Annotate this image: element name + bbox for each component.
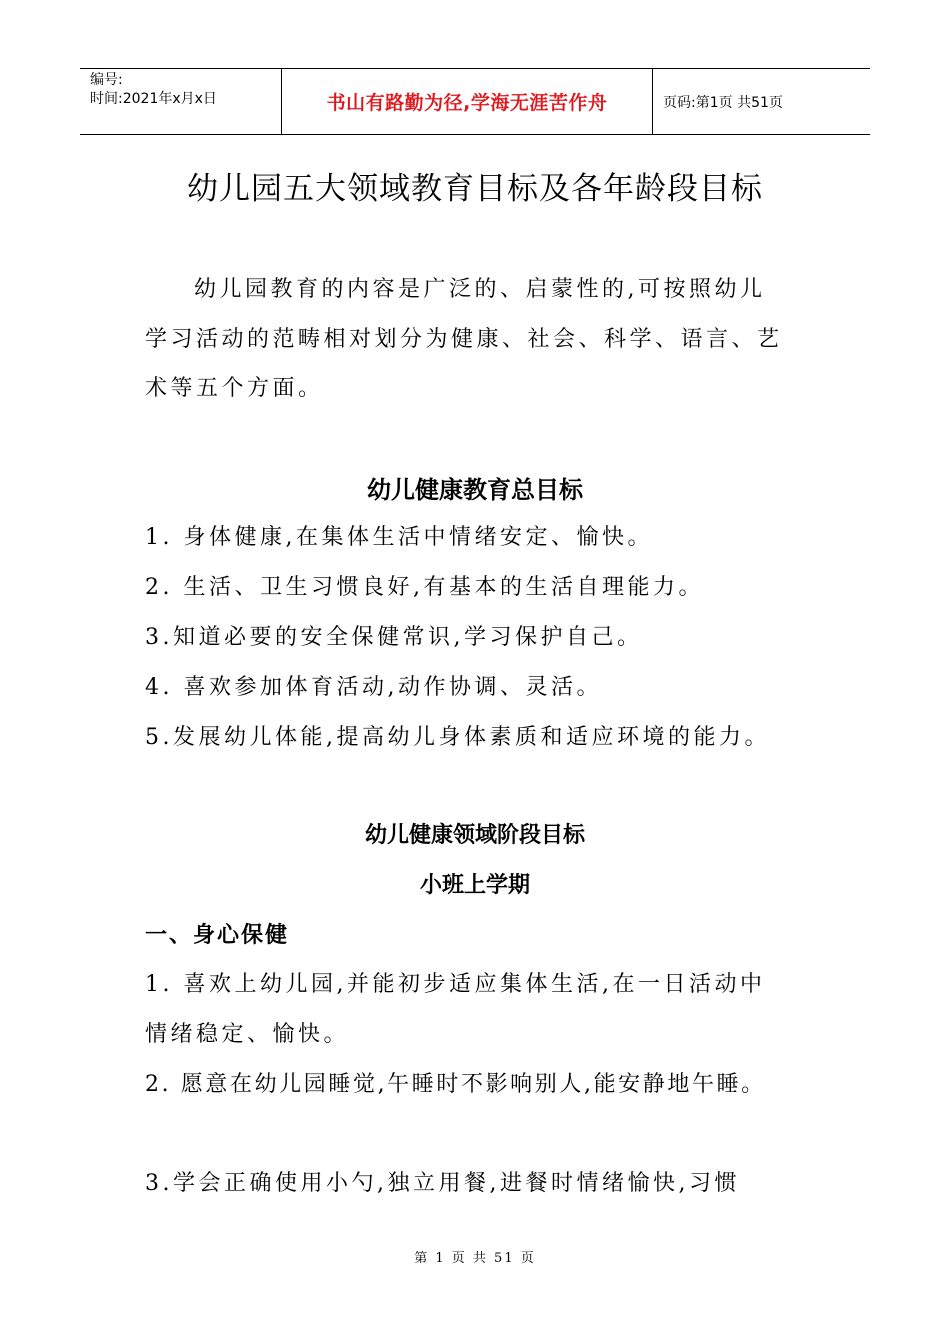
goal-item-5: 5.发展幼儿体能,提高幼儿身体素质和适应环境的能力。 [145,725,770,750]
page-footer: 第 1 页 共 51 页 [414,1251,536,1266]
goal-item-2: 2. 生活、卫生习惯良好,有基本的生活自理能力。 [145,575,704,600]
goal-item-1: 1. 身体健康,在集体生活中情绪安定、愉快。 [145,525,653,550]
section2-heading: 幼儿健康领域阶段目标 [364,823,585,848]
stage-line-4: 3.学会正确使用小勺,独立用餐,进餐时情绪愉快,习惯 [145,1171,740,1196]
header-right-cell [653,69,870,134]
header-left-cell [80,69,281,134]
intro-line-3: 术等五个方面。 [145,376,324,401]
header-motto: 书山有路勤为径,学海无涯苦作舟 [326,92,608,114]
part-title: 一、身心保健 [145,923,290,948]
intro-line-1: 幼儿园教育的内容是广泛的、启蒙性的,可按照幼儿 [194,277,766,302]
header-middle-cell [281,69,653,134]
goal-item-4: 4. 喜欢参加体育活动,动作协调、灵活。 [145,675,602,700]
header-number: 编号: [90,72,123,88]
document-header [80,68,870,135]
stage-line-2: 情绪稳定、愉快。 [145,1022,350,1047]
section1-heading: 幼儿健康教育总目标 [367,476,583,504]
section2-subheading: 小班上学期 [419,873,530,898]
header-page-info: 页码:第1页 共51页 [663,94,783,111]
goal-item-3: 3.知道必要的安全保健常识,学习保护自己。 [145,625,643,650]
stage-line-1: 1. 喜欢上幼儿园,并能初步适应集体生活,在一日活动中 [145,972,766,997]
header-time: 时间:2021年x月x日 [90,91,217,107]
document-title: 幼儿园五大领域教育目标及各年龄段目标 [187,171,763,207]
intro-line-2: 学习活动的范畴相对划分为健康、社会、科学、语言、艺 [145,327,783,352]
stage-line-3: 2. 愿意在幼儿园睡觉,午睡时不影响别人,能安静地午睡。 [145,1072,766,1097]
